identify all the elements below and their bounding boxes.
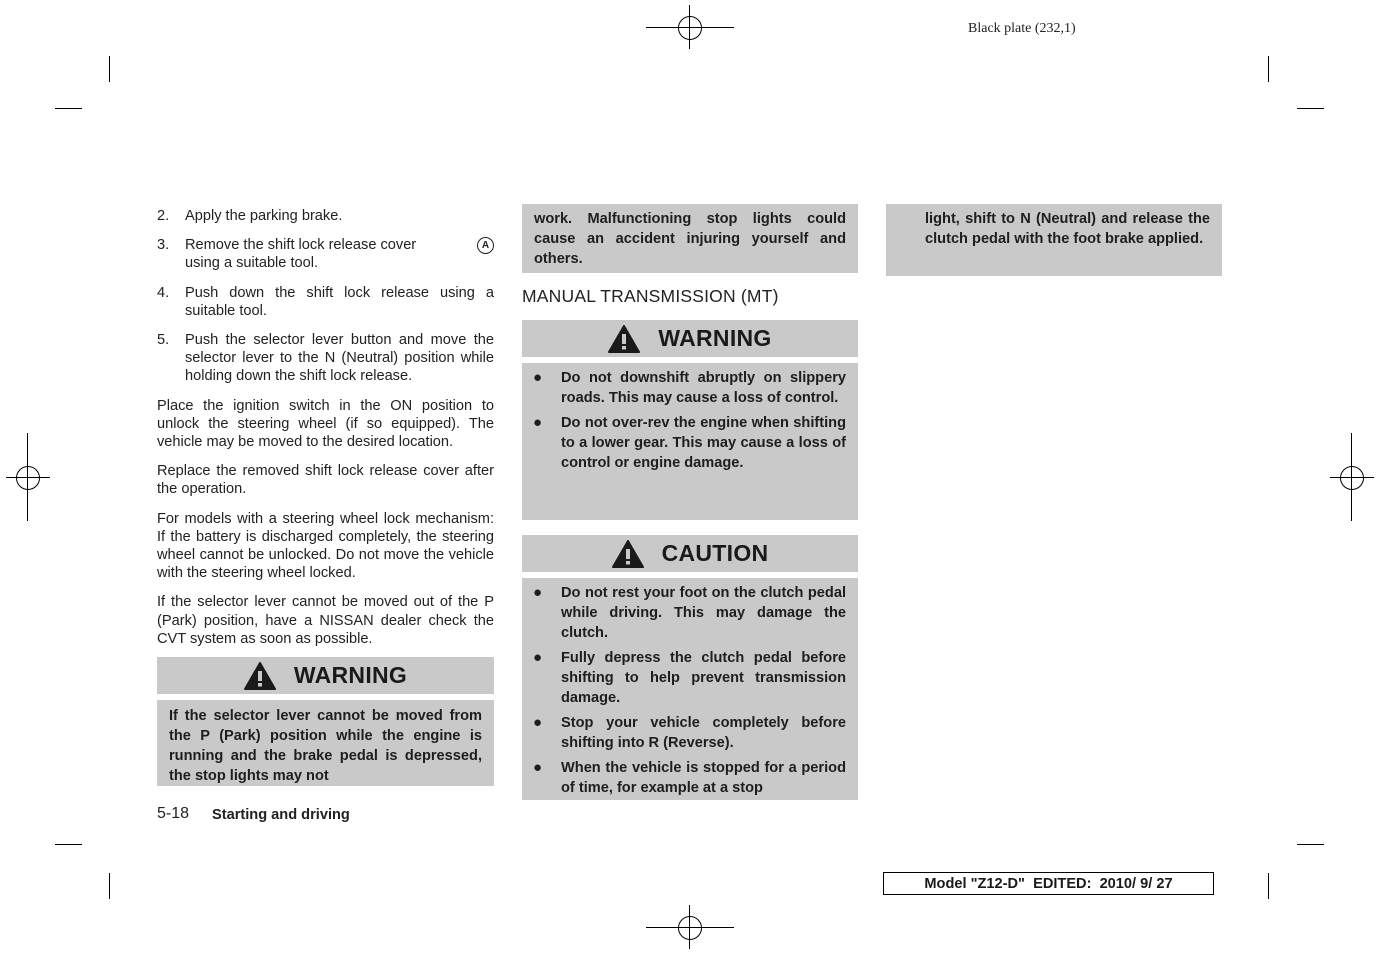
step-2: 2. Apply the parking brake.: [157, 208, 343, 224]
list-item: ● Stop your vehicle completely before shifting into R (Reverse).: [522, 713, 846, 753]
list-item: ● Fully depress the clutch pedal before shifting to help prevent transmission damage.: [522, 648, 846, 708]
warning-body-left: If the selector lever cannot be moved from the P (Park) position while the engine is running and the brake pedal is depressed, the stop lights may not: [157, 700, 494, 786]
caution-body: [522, 578, 858, 800]
left-column: [157, 207, 494, 659]
page-section-label: Starting and driving: [212, 807, 350, 823]
bullet-icon: ●: [533, 584, 543, 601]
warning-heading-left: WARNING: [157, 657, 494, 694]
step-3: 3. A Remove the shift lock release cover using a suitable tool.: [157, 236, 494, 272]
list-item: ● Do not downshift abruptly on slippery roads. This may cause a loss of control.: [522, 368, 846, 408]
bullet-icon: ●: [533, 759, 543, 776]
paragraph: Place the ignition switch in the ON position to unlock the steering wheel (if so equipped). The vehicle may be moved to the desired location.: [157, 397, 494, 451]
warning-heading-middle: WARNING: [522, 320, 858, 357]
model-edited-box: Model "Z12-D" EDITED: 2010/ 9/ 27: [883, 872, 1214, 895]
warning-triangle-icon: [608, 325, 640, 353]
continued-caution-box: light, shift to N (Neutral) and release the clutch pedal with the foot brake applied.: [886, 204, 1222, 276]
step-5: 5. Push the selector lever button and move the selector lever to the N (Neutral) position while holding down the shift lock release.: [157, 332, 494, 385]
warning-triangle-icon: [612, 540, 644, 568]
paragraph: For models with a steering wheel lock mechanism: If the battery is discharged completely, the steering wheel cannot be unlocked. Do not move the vehicle with the steering wheel locked.: [157, 510, 494, 582]
warning-body-middle: [522, 363, 858, 520]
bullet-icon: ●: [533, 369, 543, 386]
bullet-icon: ●: [533, 649, 543, 666]
paragraph: Replace the removed shift lock release cover after the operation.: [157, 463, 494, 498]
list-item: ● Do not rest your foot on the clutch pedal while driving. This may damage the clutch.: [522, 583, 846, 643]
callout-a-icon: A: [477, 237, 494, 254]
plate-label: Black plate (232,1): [968, 21, 1076, 36]
warning-triangle-icon: [244, 662, 276, 690]
continued-warning-box: work. Malfunctioning stop lights could cause an accident injuring yourself and others.: [522, 204, 858, 273]
bullet-icon: ●: [533, 414, 543, 431]
page-number: 5-18: [157, 805, 190, 822]
list-item: ● When the vehicle is stopped for a period of time, for example at a stop: [522, 758, 846, 798]
section-title: MANUAL TRANSMISSION (MT): [522, 286, 779, 306]
caution-heading: CAUTION: [522, 535, 858, 572]
step-4: 4. Push down the shift lock release using a suitable tool.: [157, 284, 494, 319]
paragraph: If the selector lever cannot be moved out of the P (Park) position, have a NISSAN dealer check the CVT system as soon as possible.: [157, 594, 494, 647]
bullet-icon: ●: [533, 714, 543, 731]
list-item: ● Do not over-rev the engine when shifting to a lower gear. This may cause a loss of control or engine damage.: [522, 413, 846, 473]
